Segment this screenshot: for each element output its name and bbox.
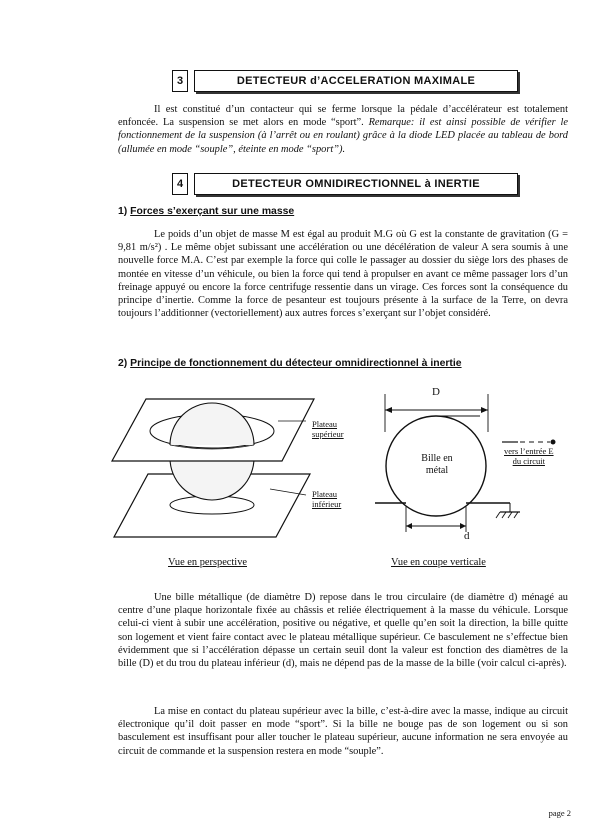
label-plateau-inferieur: Plateau inférieur: [312, 489, 342, 509]
section-4-header: [172, 173, 518, 195]
subheading-1-title: Forces s’exerçant sur une masse: [130, 206, 295, 217]
caption-perspective: Vue en perspective: [168, 557, 247, 568]
section-number: 4: [172, 173, 188, 195]
section-title: DETECTEUR OMNIDIRECTIONNEL à INERTIE: [194, 173, 518, 195]
subheading-2: 2) Principe de fonctionnement du détecteur omnidirectionnel à inertie: [118, 358, 462, 369]
section-3-header: [172, 70, 518, 92]
section-3-text: Il est constitué d’un contacteur qui se ferme lorsque la pédale d’accélérateur est totalement enfoncée. La suspension se met alors en mode “sport”.: [118, 104, 568, 129]
section-title: DETECTEUR d’ACCELERATION MAXIMALE: [194, 70, 518, 92]
label-plateau-superieur: Plateau supérieur: [312, 419, 344, 439]
section-3-remark: Remarque: il est ainsi possible de vérifier le fonctionnement de la suspension (à l’arrêt ou en roulant) grâce à la diode LED placée au tableau de bord (allumée en mode “souple”, éteinte en mode “sport”).: [118, 117, 569, 155]
perspective-view-diagram: [110, 395, 325, 550]
subheading-2-title: Principe de fonctionnement du détecteur omnidirectionnel à inertie: [130, 358, 462, 369]
label-entree-circuit: vers l’entrée E du circuit: [504, 446, 554, 466]
dimension-d-label: d: [464, 530, 470, 542]
contact-paragraph: La mise en contact du plateau supérieur avec la bille, c’est-à-dire avec la masse, indique au circuit électronique qu’il doit passer en mode “sport”. Si la bille ne bouge pas de son logement ou si son basculement est insuffisant pour aller toucher le plateau supérieur, aucune information ne sera envoyée au circuit de commande et la suspension restera en mode “souple”.: [118, 706, 568, 757]
subheading-1: 1) Forces s’exerçant sur une masse: [118, 206, 295, 217]
ball-paragraph: Une bille métallique (de diamètre D) repose dans le trou circulaire (de diamètre d) ménagé au centre d’une plaque horizontale fixée au châssis et reliée électriquement à la masse du véhicule. Lorsque celui-ci vient à subir une accélération, positive ou négative, et quelle qu’en soit la direction, la bille quitte son logement et vient faire contact avec le plateau métallique supérieur. Ce basculement ne s’effectue bien évidemment que si l’accélération dépasse un certain seuil dont la valeur est fonction des diamètres de la bille (D) et du trou du plateau inférieur (d), mais ne dépend pas de la masse de la bille (voir calcul ci-après).: [118, 592, 568, 670]
page-number: page 2: [548, 808, 571, 818]
section-3-paragraph: [118, 103, 568, 156]
section-number: 3: [172, 70, 188, 92]
forces-paragraph: Le poids d’un objet de masse M est égal au produit M.G où G est la constante de gravitation (G = 9,81 m/s²) . Le même objet subissant une accélération ou une décélération de valeur A sera soumis à une nouvelle force M.A. C’est par exemple la force qui colle le passager au dossier du siège lors des phases de montée en vitesse d’un véhicule, ou bien la force qui tend à propulser en avant ce même passager lors d’un freinage appuyé ou encore la force centrifuge ressentie dans un virage. Ces forces sont la conséquence du principe d’inertie. Comme la force de pesanteur est toujours présente à la surface de la Terre, on devra toujours l’additionner (vectoriellement) aux autres forces s’exerçant sur l’objet considéré.: [118, 229, 568, 320]
ball-label: Bille en métal: [421, 453, 453, 476]
dimension-D-label: D: [432, 386, 440, 398]
caption-cross-section: Vue en coupe verticale: [391, 557, 486, 568]
cross-section-diagram: [370, 382, 570, 552]
